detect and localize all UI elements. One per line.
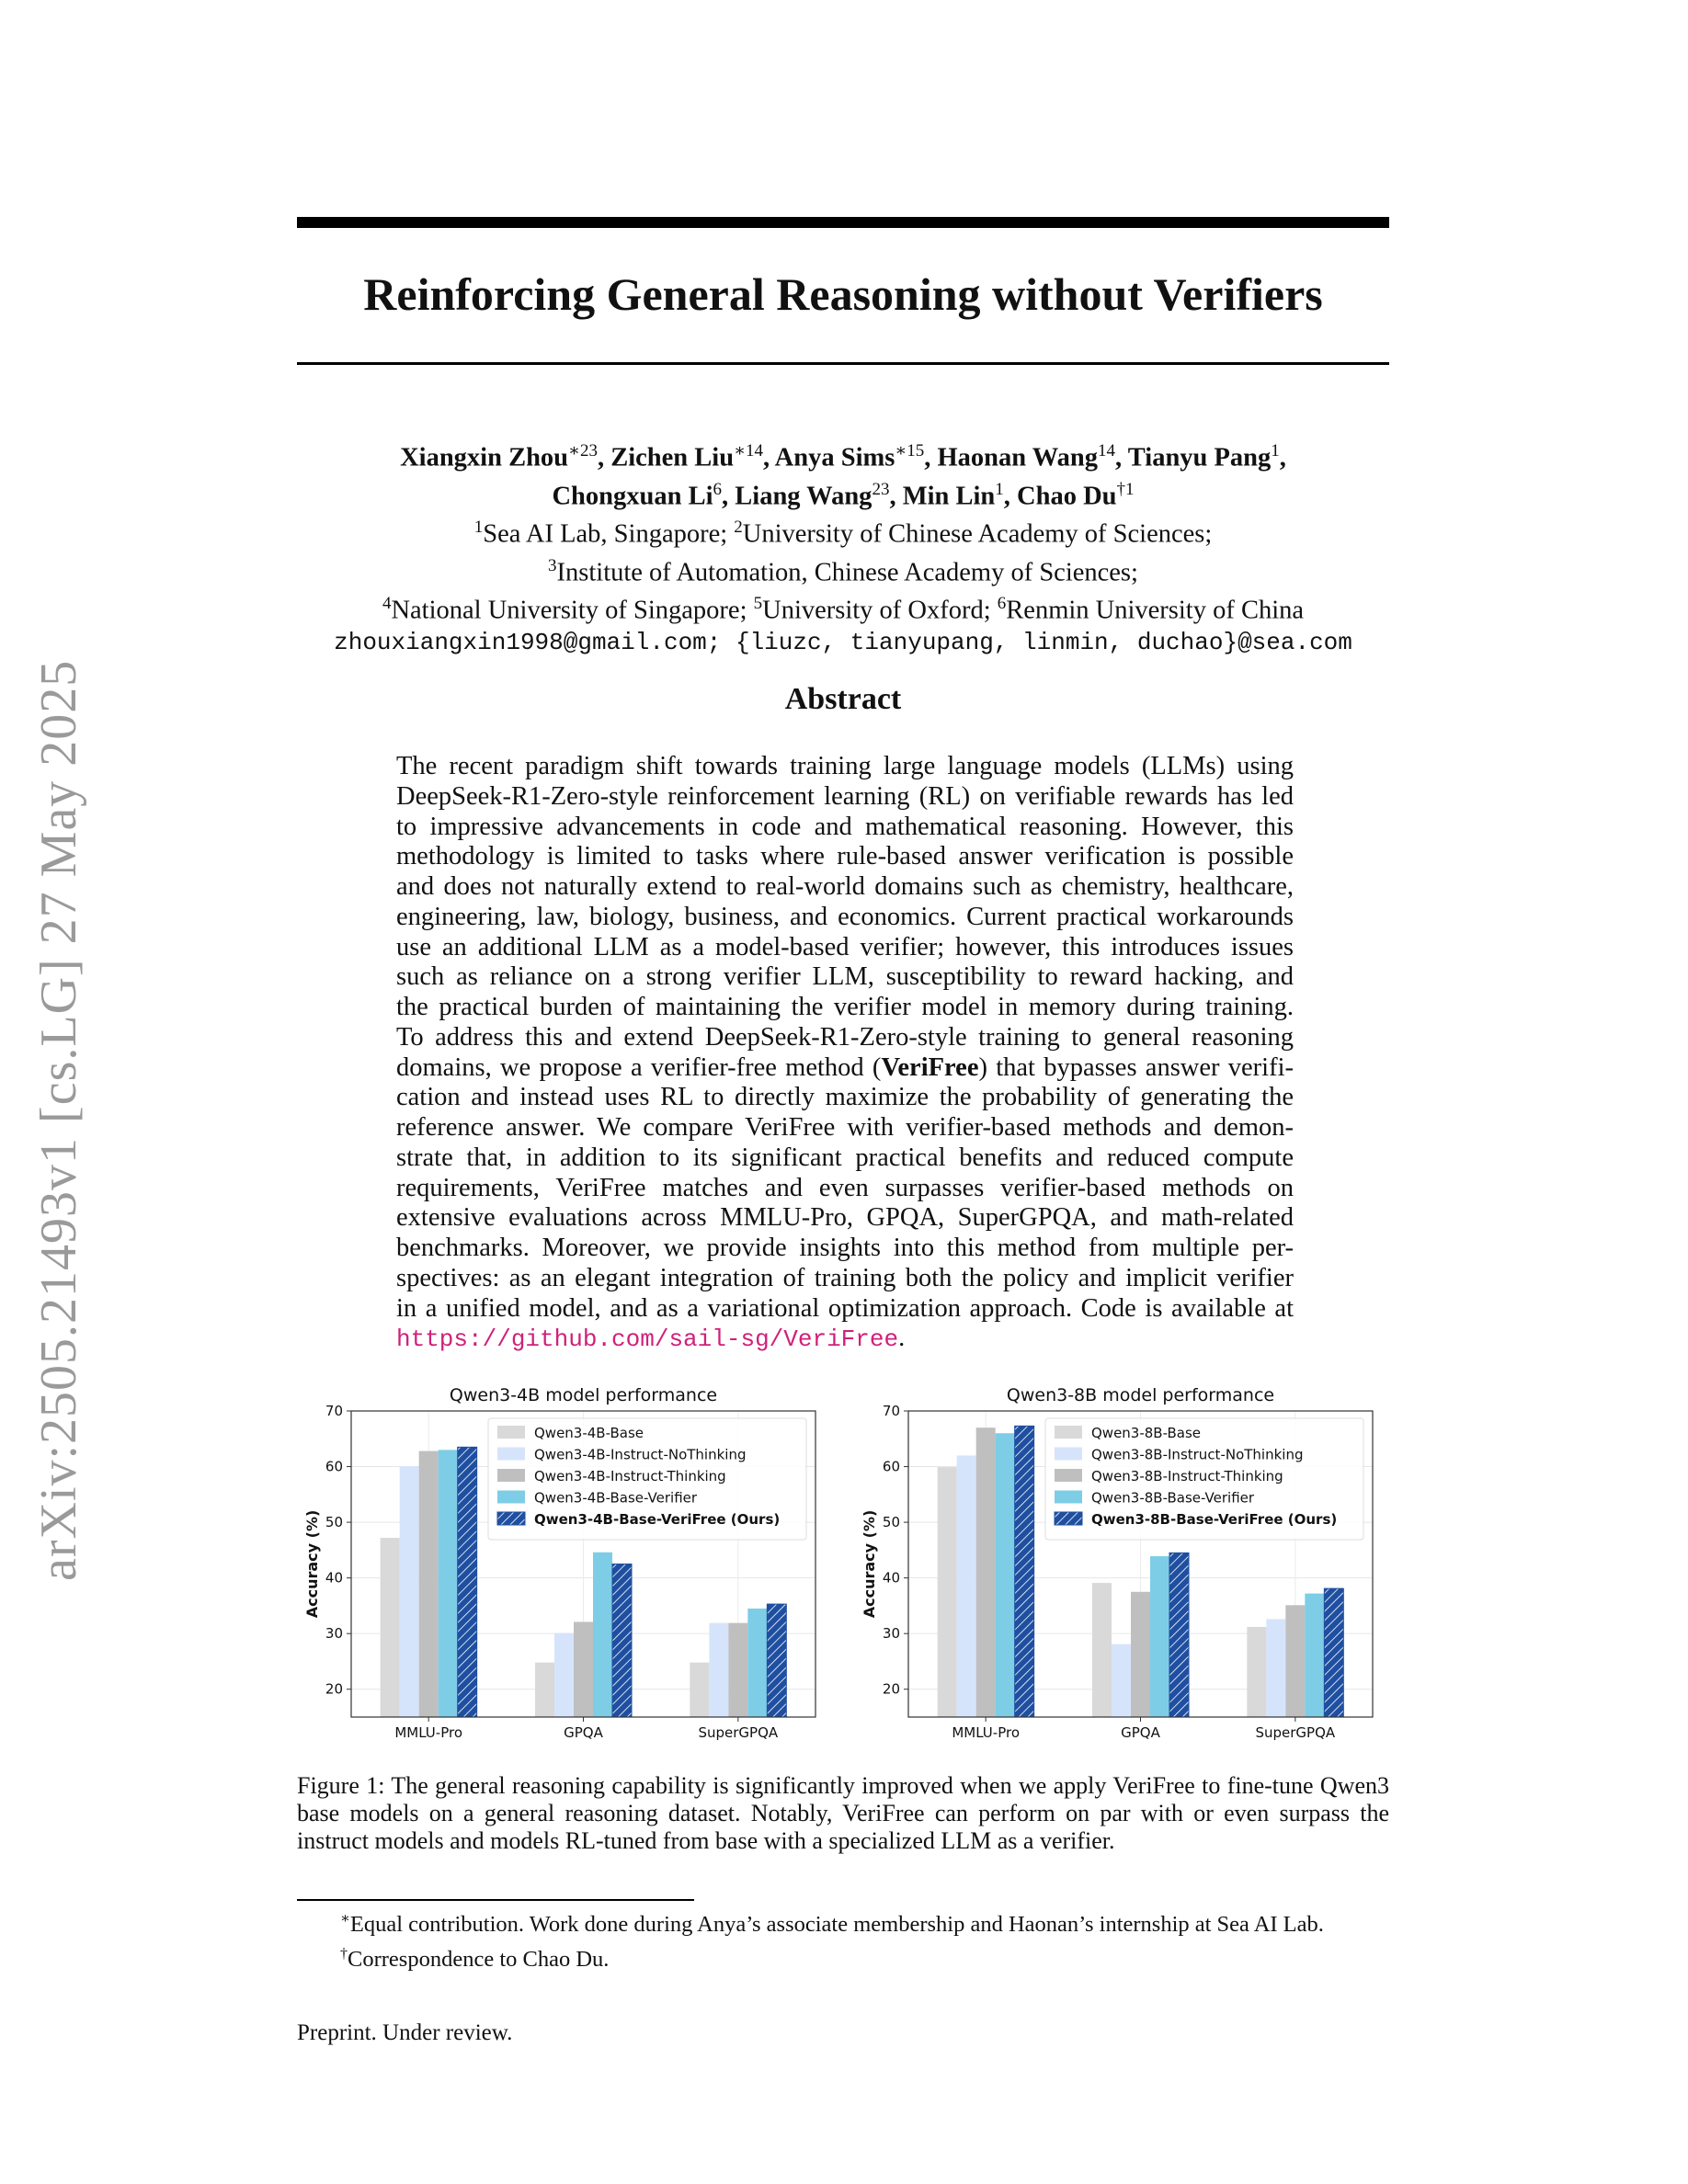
author-name: Anya Sims: [774, 443, 895, 472]
abstract-line: extensive evaluations across MMLU-Pro, GPQA, SuperGPQA, and math-related: [396, 1203, 1294, 1233]
bar-2-3: [1305, 1594, 1324, 1717]
author-name: Liang Wang: [735, 482, 873, 510]
x-tick-label: SuperGPQA: [698, 1724, 779, 1741]
abstract-line: methodology is limited to tasks where rule-based answer verification is possible: [396, 842, 1294, 871]
author-affil-mark: 23: [872, 479, 890, 499]
caption-line: instruct models and models RL-tuned from base with a specialized LLM as a verifier.: [297, 1827, 1115, 1854]
affil-mark: 4: [382, 594, 392, 613]
bar-2-0: [690, 1663, 709, 1717]
affil-text: National University of Singapore;: [391, 596, 754, 625]
abstract-line: cation and instead uses RL to directly maximize the probability of generating the: [396, 1083, 1294, 1112]
author-affil-mark: 6: [713, 479, 723, 499]
bar-1-3: [1150, 1556, 1169, 1717]
footnote-equal-contribution: [340, 1905, 1397, 1939]
y-tick-label: 70: [325, 1403, 343, 1419]
author-list-line-1: Xiangxin Zhou$^{∗23}$, Zichen Liu$^{∗14}$, Anya Sims$^{∗15}$, Haonan Wang$^{14}$, Tianyu Pang$^1$,: [400, 441, 1286, 472]
footnote-rule: [297, 1899, 694, 1901]
method-name: VeriFree: [881, 1052, 979, 1082]
author-name: Min Lin: [902, 482, 996, 510]
legend-swatch: [497, 1491, 525, 1504]
affil-mark: 3: [548, 555, 557, 575]
arxiv-side-stamp: arXiv:2505.21493v1 [cs.LG] 27 May 2025: [30, 659, 87, 1581]
abstract-line: strate that, in addition to its significant practical benefits and reduced compute: [396, 1143, 1294, 1172]
bar-0-1: [400, 1466, 419, 1717]
abstract-line: spectives: as an elegant integration of training both the policy and implicit verifier: [396, 1263, 1294, 1292]
bar-2-1: [1266, 1619, 1285, 1717]
legend-swatch: [1055, 1491, 1082, 1504]
legend-swatch: [1055, 1512, 1082, 1525]
bar-1-0: [535, 1663, 554, 1717]
author-affil-mark: ∗14: [734, 441, 763, 461]
legend-swatch: [497, 1512, 525, 1525]
affiliation-line-2: [297, 551, 1389, 589]
author-name: Haonan Wang: [937, 443, 1099, 472]
abstract-line: benchmarks. Moreover, we provide insights into this method from multiple per-: [396, 1234, 1294, 1262]
author-affil-mark: 1: [1271, 441, 1280, 461]
affiliation-line-3: [297, 588, 1389, 627]
bar-2-2: [1285, 1605, 1305, 1717]
x-tick-label: GPQA: [1121, 1724, 1160, 1741]
affiliation-line-1: [297, 512, 1389, 551]
bar-1-3: [593, 1553, 612, 1717]
y-tick-label: 40: [882, 1569, 900, 1587]
bar-0-3: [439, 1450, 458, 1717]
abstract-body: [396, 752, 1294, 1354]
author-affil-mark: 1: [995, 479, 1004, 499]
y-tick-label: 30: [882, 1625, 900, 1643]
legend-label: Qwen3-8B-Base-VeriFree (Ours): [1091, 1511, 1338, 1528]
affil-text: Sea AI Lab, Singapore;: [483, 519, 735, 549]
title-top-rule: [297, 217, 1389, 228]
preprint-note: Preprint. Under review.: [297, 2020, 513, 2045]
legend-label: Qwen3-8B-Base-Verifier: [1091, 1489, 1255, 1507]
bar-2-4: [767, 1604, 786, 1717]
author-block: [297, 436, 1389, 658]
abstract-line: [396, 1324, 1294, 1354]
author-name: Zichen Liu: [610, 443, 735, 472]
abstract-line: use an additional LLM as a model-based verifier; however, this introduces issues: [396, 932, 1294, 961]
chart-panel-1: [303, 1385, 815, 1741]
y-axis-label: Accuracy (%): [861, 1509, 878, 1619]
abstract-line: such as reliance on a strong verifier LLM, susceptibility to reward hacking, and: [396, 962, 1294, 992]
author-emails: zhouxiangxin1998@gmail.com; {liuzc, tianyupang, linmin, duchao}@sea.com: [334, 628, 1352, 656]
legend-label: Qwen3-8B-Base: [1091, 1425, 1202, 1441]
author-name: Chongxuan Li: [552, 482, 713, 510]
title-bottom-rule: [297, 362, 1389, 365]
author-list-line-2: Chongxuan Li$^6$, Liang Wang$^{23}$, Min Lin$^1$, Chao Du$^{\dagger 1}$: [552, 479, 1135, 510]
legend-label: Qwen3-4B-Base-Verifier: [534, 1489, 698, 1507]
y-tick-label: 60: [882, 1458, 900, 1475]
chart-panel-2: [861, 1385, 1373, 1741]
legend-swatch: [1055, 1469, 1082, 1482]
legend-swatch: [497, 1448, 525, 1461]
legend-label: Qwen3-4B-Base: [534, 1425, 644, 1441]
author-name: Chao Du: [1017, 482, 1117, 510]
bar-0-4: [1015, 1426, 1034, 1717]
legend-swatch: [1055, 1448, 1082, 1461]
x-tick-label: MMLU-Pro: [952, 1724, 1021, 1741]
bar-0-0: [381, 1538, 400, 1717]
affil-text: University of Chinese Academy of Sciences;: [742, 519, 1213, 549]
abstract-line: and does not naturally extend to real-world domains such as chemistry, healthcare,: [396, 872, 1294, 901]
y-tick-label: 70: [882, 1403, 900, 1419]
legend-swatch: [1055, 1426, 1082, 1439]
bar-2-2: [728, 1623, 747, 1717]
abstract-heading: Abstract: [784, 682, 902, 716]
abstract-line: To address this and extend DeepSeek-R1-Zero-style training to general reasoning: [396, 1022, 1294, 1052]
bar-2-3: [747, 1609, 767, 1717]
y-tick-label: 50: [325, 1514, 343, 1531]
x-tick-label: MMLU-Pro: [394, 1724, 463, 1741]
caption-line: Figure 1: The general reasoning capability is significantly improved when we apply VeriFree to fine-tune Qwen3: [297, 1772, 1389, 1799]
y-tick-label: 30: [325, 1625, 343, 1643]
legend-swatch: [497, 1469, 525, 1482]
author-affil-mark: 14: [1098, 441, 1116, 461]
legend-label: Qwen3-8B-Instruct-NoThinking: [1091, 1446, 1304, 1463]
legend-label: Qwen3-4B-Instruct-NoThinking: [534, 1446, 747, 1463]
legend-label: Qwen3-4B-Base-VeriFree (Ours): [534, 1511, 781, 1528]
affil-text: University of Oxford;: [762, 596, 998, 625]
bar-1-2: [574, 1621, 593, 1717]
footnote-mark: ∗: [340, 1911, 350, 1927]
bar-1-2: [1131, 1592, 1150, 1717]
x-tick-label: SuperGPQA: [1255, 1724, 1336, 1741]
y-tick-label: 40: [325, 1569, 343, 1587]
affil-text: Institute of Automation, Chinese Academy of Sciences;: [556, 558, 1138, 586]
affil-mark: 1: [473, 518, 484, 537]
bar-1-1: [1112, 1644, 1131, 1717]
abstract-line: in a unified model, and as a variational optimization approach. Code is available at: [396, 1293, 1294, 1323]
abstract-line: the practical burden of maintaining the verifier model in memory during training.: [396, 993, 1294, 1021]
affil-mark: 5: [753, 594, 763, 613]
footnote-mark: †: [340, 1946, 348, 1962]
bar-2-4: [1324, 1588, 1343, 1717]
caption-line: base models on a general reasoning dataset. Notably, VeriFree can perform on par with or even surpass the: [297, 1800, 1389, 1826]
abstract-line: engineering, law, biology, business, and economics. Current practical workarounds: [396, 902, 1294, 931]
author-name: Xiangxin Zhou: [400, 443, 569, 472]
y-tick-label: 50: [882, 1514, 900, 1531]
abstract-line: requirements, VeriFree matches and even surpasses verifier-based methods on: [396, 1173, 1294, 1202]
bar-0-2: [976, 1428, 996, 1717]
y-tick-label: 20: [882, 1680, 900, 1698]
abstract-line: to impressive advancements in code and mathematical reasoning. However, this: [396, 812, 1294, 841]
legend-label: Qwen3-8B-Instruct-Thinking: [1091, 1468, 1283, 1484]
bar-1-4: [612, 1564, 632, 1718]
author-affil-mark: †1: [1116, 479, 1135, 499]
y-axis-label: Accuracy (%): [303, 1509, 321, 1619]
bar-0-4: [458, 1447, 477, 1717]
affil-mark: 2: [734, 518, 743, 537]
abstract-line: reference answer. We compare VeriFree with verifier-based methods and demon-: [396, 1113, 1294, 1142]
bar-1-0: [1092, 1583, 1112, 1717]
author-affil-mark: ∗15: [895, 441, 925, 461]
paper-title: Reinforcing General Reasoning without Verifiers: [363, 268, 1323, 320]
figure-caption: [297, 1772, 1389, 1855]
footnote-correspondence: [340, 1939, 1397, 1974]
y-tick-label: 20: [325, 1680, 343, 1698]
bar-0-2: [419, 1451, 439, 1717]
bar-0-0: [938, 1467, 957, 1717]
abstract-text: .: [898, 1324, 906, 1353]
author-affil-mark: ∗23: [568, 441, 598, 461]
bar-1-1: [554, 1633, 574, 1717]
abstract-line: The recent paradigm shift towards training large language models (LLMs) using: [396, 752, 1294, 780]
footnote-text: Correspondence to Chao Du.: [348, 1947, 610, 1973]
abstract-line: DeepSeek-R1-Zero-style reinforcement learning (RL) on verifiable rewards has led: [396, 781, 1294, 811]
legend-swatch: [497, 1426, 525, 1439]
bar-1-4: [1169, 1553, 1189, 1717]
author-name: Tianyu Pang: [1127, 443, 1272, 472]
footnote-text: Equal contribution. Work done during Anya’s associate membership and Haonan’s internship at Sea AI Lab.: [349, 1912, 1324, 1938]
footnotes: [340, 1905, 1397, 1974]
abstract-text: ) that bypasses answer verifi-: [978, 1052, 1294, 1082]
abstract-line: [396, 1053, 1294, 1084]
x-tick-label: GPQA: [564, 1724, 603, 1741]
bar-2-0: [1247, 1627, 1266, 1717]
affil-text: Renmin University of China: [1006, 596, 1305, 625]
figure-1-charts: [297, 1382, 1389, 1741]
chart-title: Qwen3-8B model performance: [1006, 1385, 1275, 1405]
bar-0-1: [957, 1455, 976, 1717]
legend-label: Qwen3-4B-Instruct-Thinking: [534, 1468, 726, 1484]
bar-0-3: [996, 1433, 1015, 1717]
code-link[interactable]: https://github.com/sail-sg/VeriFree: [396, 1325, 899, 1354]
figure-1: [297, 1382, 1389, 1741]
chart-title: Qwen3-4B model performance: [449, 1385, 718, 1405]
affil-mark: 6: [997, 594, 1007, 613]
y-tick-label: 60: [325, 1458, 343, 1475]
abstract-text: domains, we propose a verifier-free method (: [396, 1052, 882, 1082]
bar-2-1: [709, 1623, 728, 1717]
